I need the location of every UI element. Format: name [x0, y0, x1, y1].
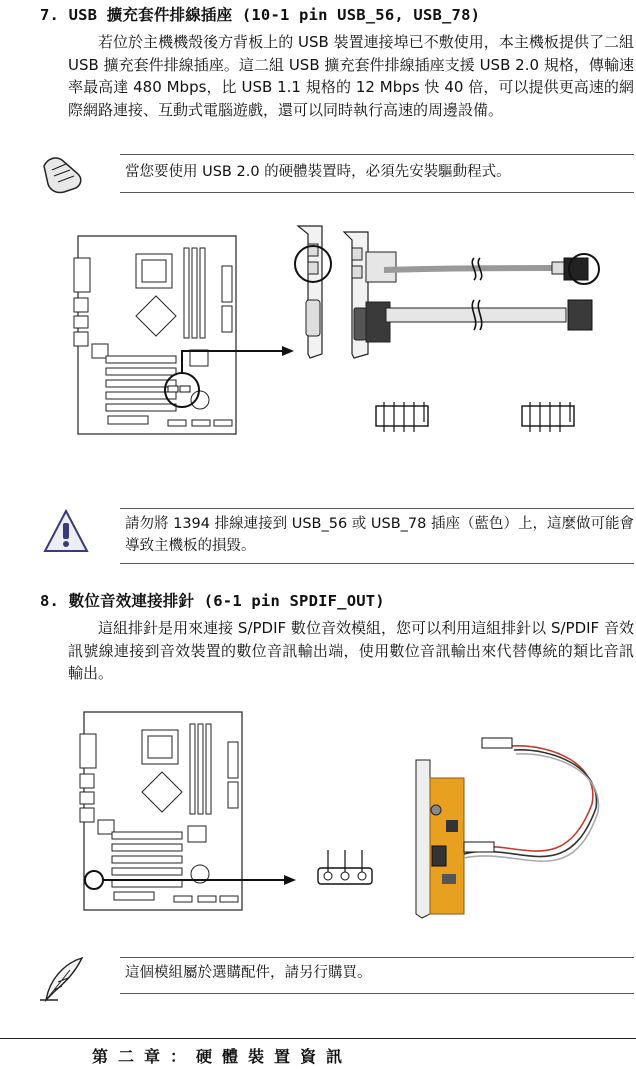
spdif-module-illustration: [412, 724, 602, 924]
section7-heading: 7. USB 擴充套件排線插座 (10-1 pin USB_56, USB_78): [40, 6, 481, 24]
usb-bracket-illustration: [288, 222, 398, 362]
warning-bottom-rule: [120, 563, 634, 564]
note1-top-rule: [120, 154, 634, 155]
section8-note: 這個模組屬於選購配件，請另行購買。: [125, 965, 372, 981]
section8-paragraph: 這組排針是用來連接 S/PDIF 數位音效模組，您可以利用這組排針以 S/PDIF 音效訊號線連接到音效裝置的數位音訊輸出端，使用數位音訊輸出來代替傳統的類比音訊輸出。: [68, 619, 634, 682]
motherboard-layout-usb-diagram: [72, 232, 240, 438]
section7-note: 當您要使用 USB 2.0 的硬體裝置時，必須先安裝驅動程式。: [125, 164, 511, 180]
pointing-hand-icon: [38, 150, 90, 196]
section7-paragraph: 若位於主機機殼後方背板上的 USB 裝置連接埠已不敷使用，本主機板提供了二組 USB 擴充套件排線插座。這二組 USB 擴充套件排線插座支援 USB 2.0 規格，傳輸速率最高達 480 Mbps，比 USB 1.1 規格的 12 Mbps 快 40 倍，可以提供更高速的網際網路連接、互動式電腦遊戲，還可以同時執行高速的周邊設備。: [68, 33, 634, 119]
spdif-pin-header: [314, 848, 376, 888]
feather-pen-icon: [38, 956, 88, 1002]
usb-cables-illustration: [384, 244, 604, 344]
footer-chapter-title: 第二章：硬體裝置資訊: [92, 1047, 353, 1066]
motherboard-layout-spdif-diagram: [78, 708, 246, 914]
warning-triangle-icon: [42, 508, 90, 556]
note3-bottom-rule: [120, 993, 634, 994]
usb56-pin-header: [374, 400, 434, 436]
note1-bottom-rule: [120, 192, 634, 193]
note3-top-rule: [120, 957, 634, 958]
warning-top-rule: [120, 508, 634, 509]
usb78-pin-header: [520, 400, 580, 436]
section7-warning: 請勿將 1394 排線連接到 USB_56 或 USB_78 插座（藍色）上，這麼做可能會導致主機板的損毀。: [125, 516, 634, 554]
footer-rule: [0, 1038, 636, 1039]
section8-heading: 8. 數位音效連接排針 (6-1 pin SPDIF_OUT): [40, 592, 385, 610]
